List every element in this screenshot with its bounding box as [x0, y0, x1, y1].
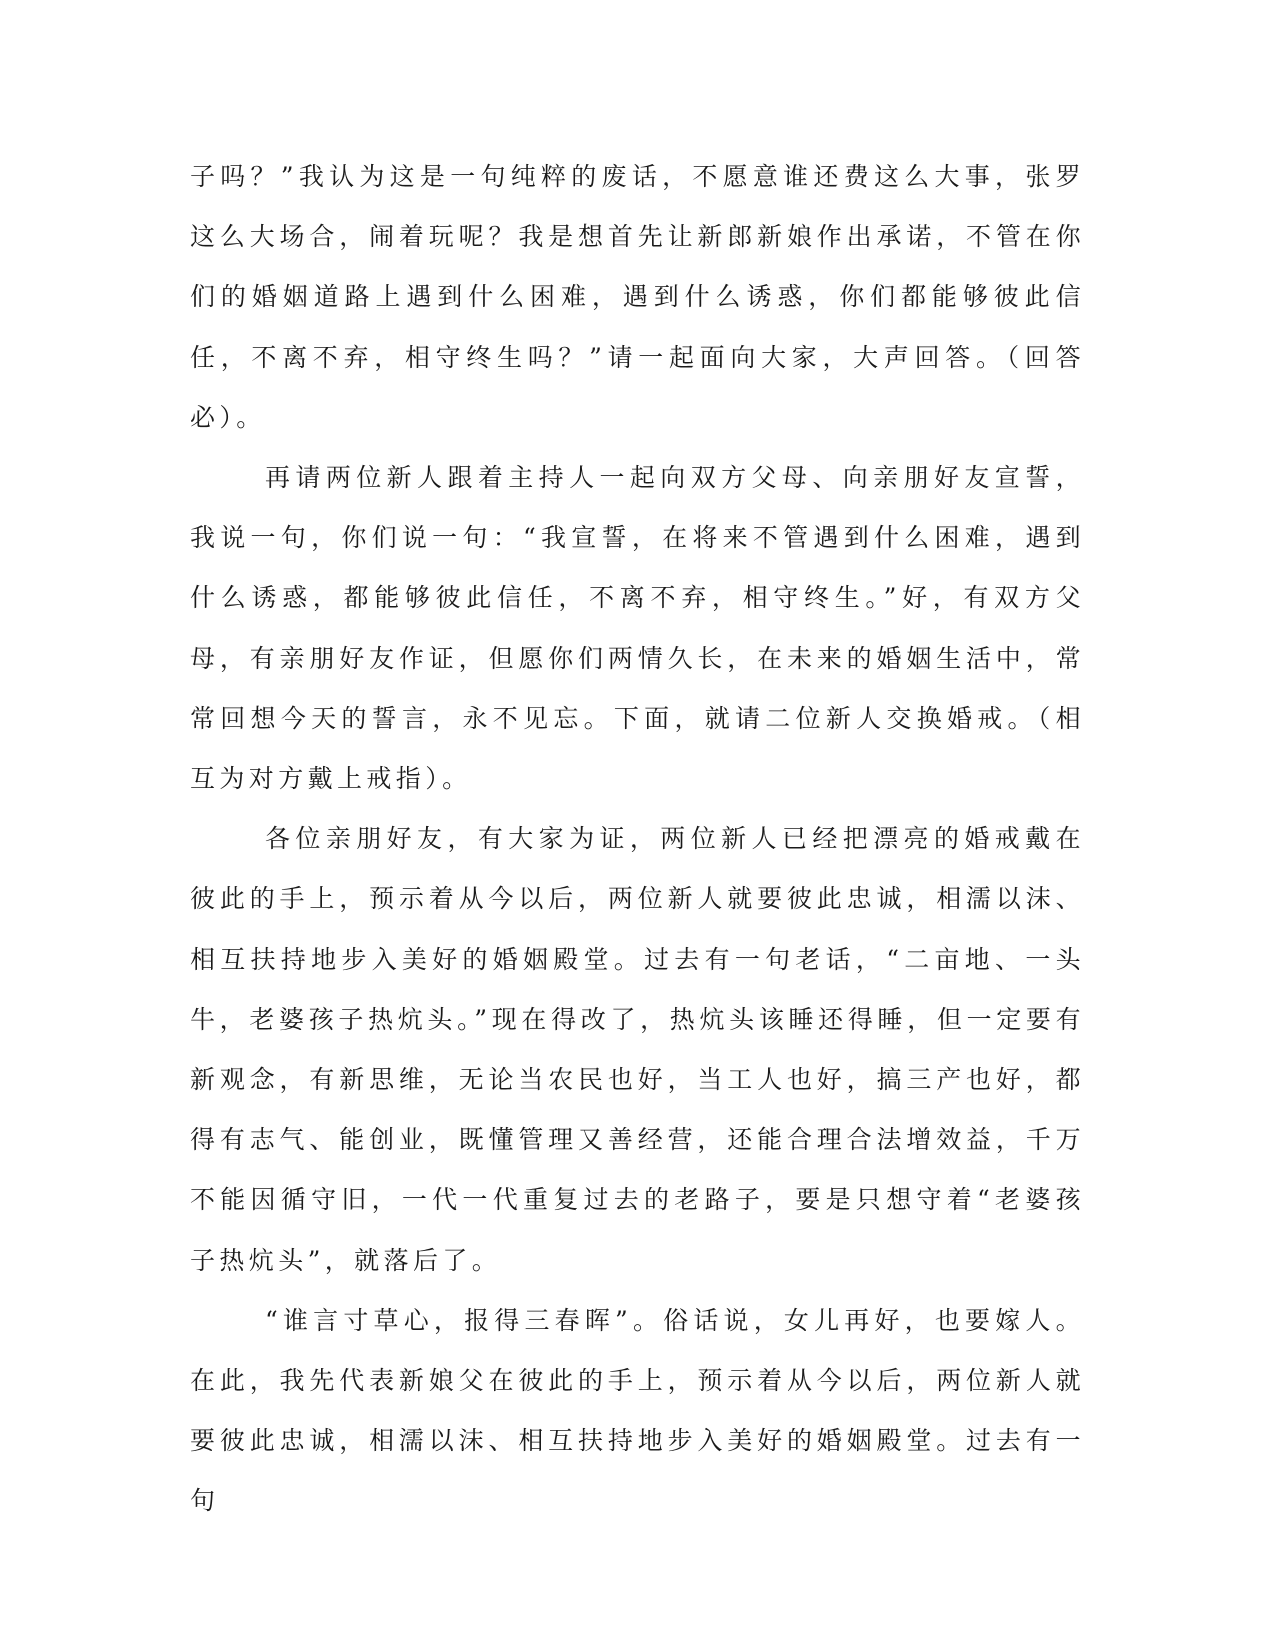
body-text	[190, 147, 1085, 1532]
paragraph-4: “谁言寸草心，报得三春晖”。俗话说，女儿再好，也要嫁人。在此，我先代表新娘父在彼此的手上，预示着从今以后，两位新人就要彼此忠诚，相濡以沫、相互扶持地步入美好的婚姻殿堂。过去有一句	[190, 1305, 1085, 1516]
paragraph-2: 再请两位新人跟着主持人一起向双方父母、向亲朋好友宣誓，我说一句，你们说一句：“我宣誓，在将来不管遇到什么困难，遇到什么诱惑，都能够彼此信任，不离不弃，相守终生。”好，有双方父母，有亲朋好友作证，但愿你们两情久长，在未来的婚姻生活中，常常回想今天的誓言，永不见忘。下面，就请二位新人交换婚戒。（相互为对方戴上戒指）。	[190, 463, 1085, 794]
paragraph-3: 各位亲朋好友，有大家为证，两位新人已经把漂亮的婚戒戴在彼此的手上，预示着从今以后，两位新人就要彼此忠诚，相濡以沫、相互扶持地步入美好的婚姻殿堂。过去有一句老话，“二亩地、一头牛，老婆孩子热炕头。”现在得改了，热炕头该睡还得睡，但一定要有新观念，有新思维，无论当农民也好，当工人也好，搞三产也好，都得有志气、能创业，既懂管理又善经营，还能合理合法增效益，千万不能因循守旧，一代一代重复过去的老路子，要是只想守着“老婆孩子热炕头”，就落后了。	[190, 824, 1085, 1275]
paragraph-1: 子吗？”我认为这是一句纯粹的废话，不愿意谁还费这么大事，张罗这么大场合，闹着玩呢？我是想首先让新郎新娘作出承诺，不管在你们的婚姻道路上遇到什么困难，遇到什么诱惑，你们都能够彼此信任，不离不弃，相守终生吗？”请一起面向大家，大声回答。（回答必）。	[190, 162, 1085, 432]
